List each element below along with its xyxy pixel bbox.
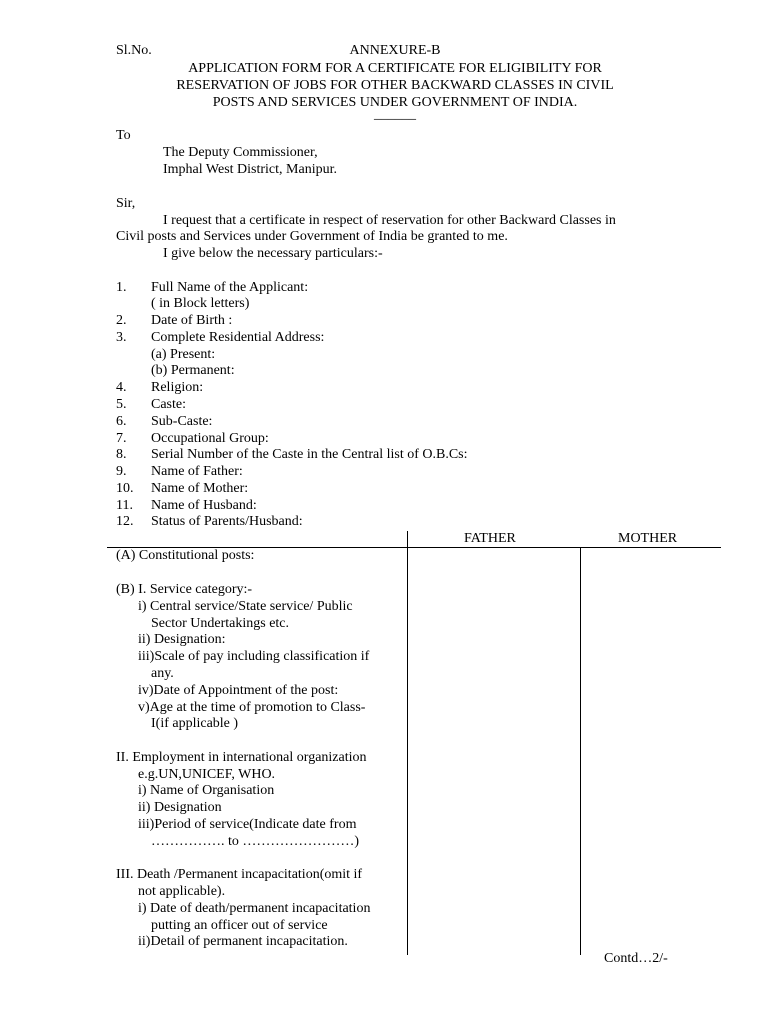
death-date-label-continued: putting an officer out of service <box>151 918 328 933</box>
death-date-label: i) Date of death/permanent incapacitation <box>138 901 371 916</box>
international-examples: e.g.UN,UNICEF, WHO. <box>138 767 276 782</box>
serial-number-label: Sl.No. <box>116 43 152 58</box>
item-number: 5. <box>116 397 127 412</box>
mother-name-field-label: Name of Mother: <box>151 481 249 496</box>
service-period-dates: ……………. to ……………………) <box>151 834 360 849</box>
intl-designation-label: ii) Designation <box>138 800 222 815</box>
to-label: To <box>116 128 131 143</box>
item-number: 3. <box>116 330 127 345</box>
promotion-age-label: v)Age at the time of promotion to Class- <box>138 700 366 715</box>
present-address-field-label: (a) Present: <box>151 347 216 362</box>
item-number: 1. <box>116 280 127 295</box>
service-type-label-continued: Sector Undertakings etc. <box>151 616 290 631</box>
table-column-divider-1 <box>407 531 408 955</box>
mother-column-header: MOTHER <box>618 531 678 546</box>
religion-field-label: Religion: <box>151 380 204 395</box>
block-letters-note: ( in Block letters) <box>151 296 250 311</box>
caste-field-label: Caste: <box>151 397 186 412</box>
scale-of-pay-label: iii)Scale of pay including classification if <box>138 649 370 664</box>
service-type-label: i) Central service/State service/ Public <box>138 599 353 614</box>
item-number: 4. <box>116 380 127 395</box>
recipient-title: The Deputy Commissioner, <box>163 145 318 160</box>
permanent-address-field-label: (b) Permanent: <box>151 363 235 378</box>
item-number: 9. <box>116 464 127 479</box>
international-employment-heading: II. Employment in international organization <box>116 750 367 765</box>
scale-of-pay-label-continued: any. <box>151 666 174 681</box>
request-paragraph-line-1: I request that a certificate in respect of reservation for other Backward Classes in <box>163 213 616 228</box>
parents-status-field-label: Status of Parents/Husband: <box>151 514 303 529</box>
item-number: 10. <box>116 481 134 496</box>
title-underline: ______ <box>374 107 416 122</box>
request-paragraph-line-2: Civil posts and Services under Government of India be granted to me. <box>116 229 508 244</box>
occupational-group-field-label: Occupational Group: <box>151 431 269 446</box>
sub-caste-field-label: Sub-Caste: <box>151 414 213 429</box>
death-incapacitation-heading: III. Death /Permanent incapacitation(omit if <box>116 867 363 882</box>
incapacitation-detail-label: ii)Detail of permanent incapacitation. <box>138 934 348 949</box>
salutation: Sir, <box>116 196 136 211</box>
full-name-field-label: Full Name of the Applicant: <box>151 280 309 295</box>
promotion-age-label-continued: I(if applicable ) <box>151 716 239 731</box>
item-number: 2. <box>116 313 127 328</box>
particulars-intro: I give below the necessary particulars:- <box>163 246 383 261</box>
organisation-name-label: i) Name of Organisation <box>138 783 275 798</box>
designation-label: ii) Designation: <box>138 632 226 647</box>
item-number: 11. <box>116 498 133 513</box>
annexure-label: ANNEXURE-B <box>349 43 441 58</box>
husband-name-field-label: Name of Husband: <box>151 498 257 513</box>
appointment-date-label: iv)Date of Appointment of the post: <box>138 683 339 698</box>
service-category-heading: (B) I. Service category:- <box>116 582 253 597</box>
item-number: 6. <box>116 414 127 429</box>
form-title-line-1: APPLICATION FORM FOR A CERTIFICATE FOR ELIGIBILITY FOR <box>188 61 602 76</box>
continued-marker: Contd…2/- <box>604 951 668 966</box>
form-title-line-3: POSTS AND SERVICES UNDER GOVERNMENT OF INDIA. <box>212 95 578 110</box>
father-name-field-label: Name of Father: <box>151 464 243 479</box>
date-of-birth-field-label: Date of Birth : <box>151 313 233 328</box>
constitutional-posts-label: (A) Constitutional posts: <box>116 548 255 563</box>
recipient-address: Imphal West District, Manipur. <box>163 162 337 177</box>
residential-address-field-label: Complete Residential Address: <box>151 330 325 345</box>
item-number: 12. <box>116 514 134 529</box>
item-number: 8. <box>116 447 127 462</box>
father-column-header: FATHER <box>464 531 516 546</box>
item-number: 7. <box>116 431 127 446</box>
death-incapacitation-note: not applicable). <box>138 884 226 899</box>
table-column-divider-2 <box>580 547 581 955</box>
service-period-label: iii)Period of service(Indicate date from <box>138 817 357 832</box>
caste-serial-number-field-label: Serial Number of the Caste in the Central list of O.B.Cs: <box>151 447 468 462</box>
form-title-line-2: RESERVATION OF JOBS FOR OTHER BACKWARD CLASSES IN CIVIL <box>176 78 614 93</box>
